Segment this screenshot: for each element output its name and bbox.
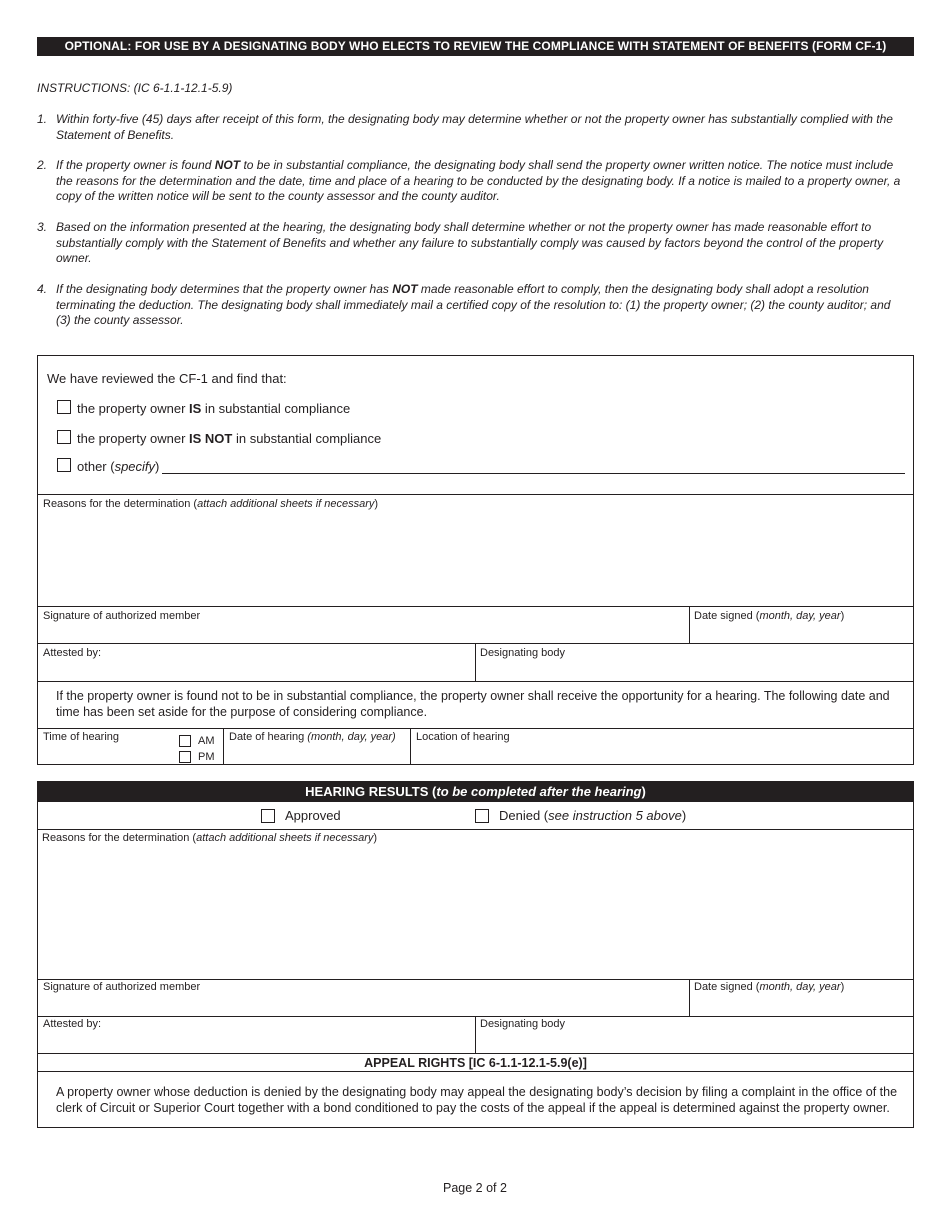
- reasons-field[interactable]: [38, 514, 913, 606]
- divider: [38, 1053, 913, 1054]
- not-compliant-label: the property owner IS NOT in substantial compliance: [77, 431, 382, 446]
- pm-checkbox[interactable]: [179, 751, 191, 763]
- location-of-hearing-label: Location of hearing: [416, 731, 510, 743]
- signature-label: Signature of authorized member: [43, 610, 201, 622]
- not-compliant-checkbox[interactable]: [57, 430, 71, 444]
- instruction-item-2: 2. If the property owner is found NOT to be in substantial compliance, the designating body shall send the property owner written notice. The notice must include the reasons for the determination and the date, time and place of a hearing to be conducted by the designating body. If a notice is mailed to a property owner, a copy of the written notice will be sent to the county assessor and the county auditor.: [37, 158, 901, 203]
- results-reasons-field[interactable]: [38, 848, 913, 979]
- approved-label: Approved: [285, 808, 341, 823]
- divider: [410, 728, 411, 765]
- other-specify-line[interactable]: [162, 473, 905, 474]
- reasons-label: Reasons for the determination (attach additional sheets if necessary): [43, 498, 379, 510]
- appeal-rights-title: APPEAL RIGHTS [IC 6-1.1-12.1-5.9(e)]: [364, 1056, 587, 1070]
- compliant-label: the property owner IS in substantial compliance: [77, 401, 351, 416]
- results-reasons-label: Reasons for the determination (attach additional sheets if necessary): [42, 832, 378, 844]
- time-of-hearing-label: Time of hearing: [43, 731, 120, 743]
- results-attested-label: Attested by:: [43, 1018, 102, 1030]
- divider: [38, 606, 913, 607]
- divider: [38, 494, 913, 495]
- divider: [38, 681, 913, 682]
- date-signed-label: Date signed (month, day, year): [694, 610, 845, 622]
- divider: [38, 1071, 913, 1072]
- form-header-bar: OPTIONAL: FOR USE BY A DESIGNATING BODY WHO ELECTS TO REVIEW THE COMPLIANCE WITH STATEMENT OF BENEFITS (FORM CF-1): [37, 37, 914, 56]
- results-signature-label: Signature of authorized member: [43, 981, 201, 993]
- review-intro: We have reviewed the CF-1 and find that:: [47, 371, 287, 386]
- divider: [689, 606, 690, 643]
- instruction-item-4: 4. If the designating body determines that the property owner has NOT made reasonable effort to comply, then the designating body shall adopt a resolution terminating the deduction. The designating body shall immediately mail a certified copy of the resolution to: (1) the property owner; (2) the county auditor; and (3) the county assessor.: [37, 282, 891, 327]
- hearing-results-section: [37, 781, 914, 1128]
- divider: [38, 979, 913, 980]
- divider: [689, 979, 690, 1016]
- designating-body-label: Designating body: [480, 647, 566, 659]
- divider: [223, 728, 224, 765]
- divider: [38, 829, 913, 830]
- appeal-rights-text: A property owner whose deduction is denied by the designating body may appeal the designating body’s decision by filing a complaint in the office of the clerk of Circuit or Superior Court together with a bond conditioned to pay the costs of the appeal if the appeal is determined against the property owner.: [56, 1085, 898, 1115]
- am-label: AM: [198, 735, 215, 747]
- pm-label: PM: [198, 751, 215, 763]
- compliant-checkbox[interactable]: [57, 400, 71, 414]
- other-checkbox[interactable]: [57, 458, 71, 472]
- results-designating-body-label: Designating body: [480, 1018, 566, 1030]
- divider: [475, 643, 476, 681]
- attested-label: Attested by:: [43, 647, 102, 659]
- approved-checkbox[interactable]: [261, 809, 275, 823]
- other-label: other (specify): [77, 459, 160, 474]
- instruction-item-3: 3. Based on the information presented at the hearing, the designating body shall determine whether or not the property owner has made reasonable effort to substantially comply with the Statement of Benefits and whether any failure to substantially comply was caused by factors beyond the control of the property owner.: [37, 220, 884, 265]
- date-of-hearing-label: Date of hearing (month, day, year): [229, 731, 396, 743]
- am-checkbox[interactable]: [179, 735, 191, 747]
- results-date-signed-label: Date signed (month, day, year): [694, 981, 845, 993]
- instruction-item-1: 1. Within forty-five (45) days after receipt of this form, the designating body may determine whether or not the property owner has substantially complied with the Statement of Benefits.: [37, 112, 893, 142]
- denied-label: Denied (see instruction 5 above): [499, 808, 687, 823]
- instructions-title: INSTRUCTIONS: (IC 6-1.1-12.1-5.9): [37, 81, 233, 95]
- review-section: [37, 355, 914, 765]
- denied-checkbox[interactable]: [475, 809, 489, 823]
- page-number: Page 2 of 2: [443, 1181, 507, 1195]
- divider: [475, 1016, 476, 1053]
- hearing-note: If the property owner is found not to be in substantial compliance, the property owner shall receive the opportunity for a hearing. The following date and time has been set aside for the purpose of considering compliance.: [56, 689, 890, 719]
- hearing-results-title: HEARING RESULTS (to be completed after the hearing): [38, 782, 913, 802]
- divider: [38, 728, 913, 729]
